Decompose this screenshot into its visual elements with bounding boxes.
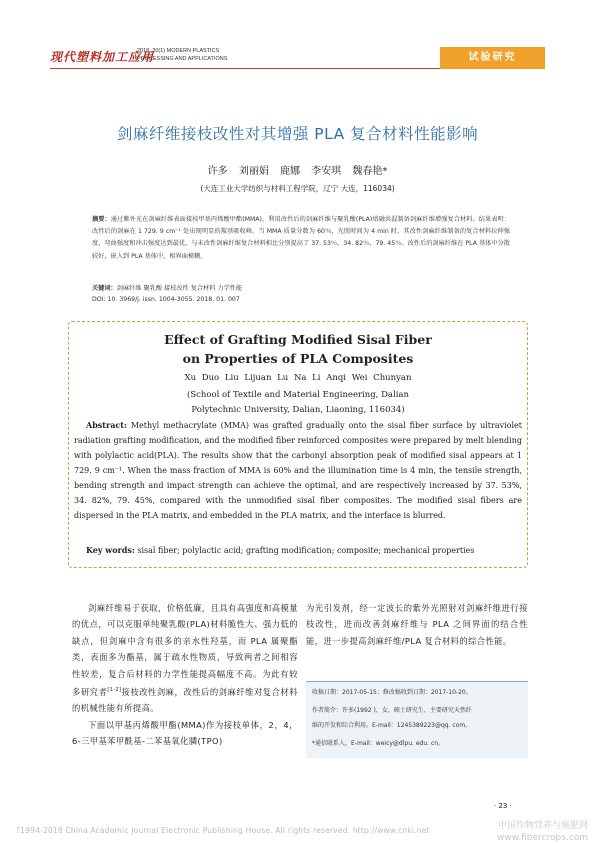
journal-logo: 现代塑料加工应用 [50,50,155,64]
en-keywords [86,545,522,555]
en-title-line1: Effect of Grafting Modified Sisal Fiber [164,332,432,347]
body-right-column: 为光引发剂，经一定波长的紫外光照射对剑麻纤维进行接枝改性，进而改善剑麻纤维与 PLA 之间界面的结合性能，进一步提高剑麻纤维/PLA 复合材料的综合性能。 [306,603,528,646]
body-paragraph-1-text: 剑麻纤维易于获取，价格低廉，且具有高强度和高模量的优点，可以克服单纯聚乳酸(PLA)材料脆性大、强力低的缺点，但剑麻中含有很多的亲水性羟基，而 PLA 属聚酯类，表面多为酯基，属于疏水性物质，导致两者之间相容性较差，复合后材料的力学性能提高幅度不高。为此有较多研究者 [72,603,298,697]
author-intro-line2: 维的开发和综合利用。E-mail：1245389223@qq. com。 [312,722,472,729]
copyright-footer: ?1994-2018 China Academic Journal Electronic Publishing House. All rights reserved. http://www.cnki.net [16,826,430,835]
page-number: · 23 · [494,802,512,810]
body-paragraph-1 [72,600,298,717]
en-affiliation-line1: (School of Textile and Material Engineering, Dalian [187,390,409,400]
citation-ref: [1-2] [107,687,122,694]
body-paragraph-2: 下面以甲基丙烯酸甲酯(MMA)作为接枝单体，2，4，6-三甲基苯甲酰基-二苯基氧化膦(TPO) [72,719,298,747]
cn-abstract [92,214,510,263]
watermark-line1: 中国作物营养与施肥网 [497,821,588,831]
en-title [68,330,528,368]
cn-authors: 许多 刘丽娟 鹿娜 李安琪 魏春艳* [207,166,388,177]
en-title-line2: on Properties of PLA Composites [182,351,414,366]
header-rule [50,68,490,69]
journal-info-line2: PROCESSING AND APPLICATIONS [137,56,228,62]
en-keywords-text: sisal fiber; polylactic acid; grafting modification; composite; mechanical properties [134,546,475,555]
watermark-line2: www.fibercrops.com [497,833,588,843]
author-intro-line1: 作者简介：许多(1992 )，女，硕士研究生，主要研究天然纤 [312,707,472,714]
en-affiliation-line2: Polytechnic University, Dalian, Liaoning, 116034) [191,405,405,415]
journal-info [137,47,227,63]
body-paragraph-1-end: 接枝改性剑麻，改性后的剑麻纤维对复合材料的机械性能有所提高。 [72,686,298,714]
en-keywords-label: Key words: [86,545,135,555]
received-dates: 收稿日期：2017-05-15；修改稿收到日期：2017-10-20。 [312,689,472,696]
en-authors: Xu Duo Liu Lijuan Lu Na Li Anqi Wei Chunyan [184,373,412,383]
cn-abstract-label: 摘要： [92,216,111,223]
corresponding-author: *通信联系人，E-mail：weicy@dlpu. edu. cn。 [312,740,445,747]
cn-keywords-label: 关键词： [92,285,117,292]
cn-abstract-text: 通过紫外光在剑麻纤维表面接枝甲基丙烯酸甲酯(MMA)，利用改性后的剑麻纤维与聚乳酸(PLA)熔融共混制备剑麻纤维增强复合材料。结果表明：改性后的剑麻在 1 729. 9 cm⁻¹ 处出现明显的羰基吸收峰。当 MMA 质量分数为 60％，光照时间为 4 min 时，其改性剑麻纤维制备的复合材料拉伸强度、弯曲强度和冲击强度达到最优，与未改性剑麻纤维复合材料相比分别提高了 37. 53％，34. 82％，79. 45％。改性后的剑麻纤维在 PLA 基体中分散较好，嵌入到 PLA 基体中，相界面模糊。 [92,216,510,260]
cn-title: 剑麻纤维接枝改性对其增强 PLA 复合材料性能影响 [116,125,479,143]
cn-keywords [92,283,510,292]
doi: DOI: 10. 3969/j. issn. 1004-3055. 2018. 01. 007 [92,296,240,303]
cn-keywords-text: 剑麻纤维 聚乳酸 接枝改性 复合材料 力学性能 [116,285,243,292]
en-abstract-label: Abstract: [86,420,127,430]
body-left-column [72,600,298,749]
cn-affiliation: (大连工业大学纺织与材料工程学院，辽宁 大连，116034) [200,184,395,193]
en-abstract-text: Methyl methacrylate (MMA) was grafted gradually onto the sisal fiber surface by ultraviolet radiation grafting modification, and the modified fiber reinforced composites were prepared by melt blending with polylactic acid(PLA). The results show that the carbonyl absorption peak of modified sisal appears at 1 729. 9 cm⁻¹. When the mass fraction of MMA is 60% and the illumination time is 4 min, the tensile strength, bending strength and impact strength can achieve the optimal, and are respectively increased by 37. 53%, 34. 82%, 79. 45%, compared with the unmodified sisal fiber composites. The modified sisal fibers are dispersed in the PLA matrix, and embedded in the PLA matrix, and the interface is blurred. [74,421,522,520]
section-tag: 试验研究 [440,47,545,69]
journal-info-line1: 2018 ,30(1) MODERN PLASTICS [137,48,220,54]
watermark [478,820,588,844]
en-abstract [74,418,522,523]
